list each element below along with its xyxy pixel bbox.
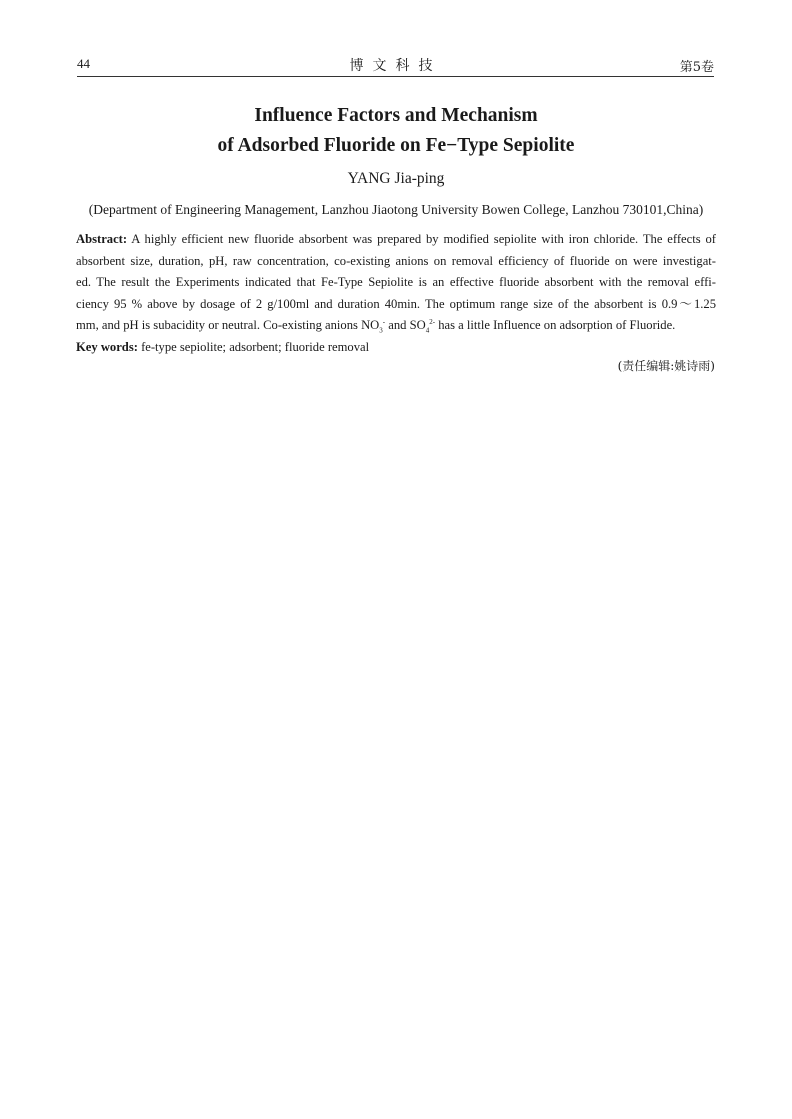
author-affiliation: (Department of Engineering Management, Lanzhou Jiaotong University Bowen College, Lanzhou 730101,China) (88, 202, 704, 217)
paper-title-line-2: of Adsorbed Fluoride on Fe−Type Sepiolite (217, 135, 575, 156)
nitrate-subscript: 3 (379, 326, 383, 335)
nitrate-charge: - (382, 318, 386, 327)
keywords-label: Key words: (76, 339, 138, 354)
abstract-block (76, 229, 716, 359)
abstract-line-3: ed. The result the Experiments indicated that Fe-Type Sepiolite is an effective fluoride absorbent with the removal effi- (76, 275, 716, 290)
journal-name: 博文科技 (349, 58, 442, 74)
abstract-text-5c: has a little Influence on adsorption of Fluoride. (435, 318, 676, 333)
page-number: 44 (77, 56, 90, 71)
abstract-text-5a: mm, and pH is subacidity or neutral. Co-existing anions NO (76, 318, 380, 333)
editor-note: (责任编辑:姚诗雨) (617, 359, 715, 373)
author-name: YANG Jia-ping (347, 170, 445, 187)
sulfate-subscript: 4 (425, 326, 430, 335)
abstract-line-4: ciency 95 % above by dosage of 2 g/100ml and duration 40min. The optimum range size of the absorbent is 0.9～1.25 (76, 296, 716, 311)
abstract-text-1: A highly efficient new fluoride absorbent was prepared by modified sepiolite with iron chloride. The effects of (127, 232, 716, 246)
abstract-line-2: absorbent size, duration, pH, raw concentration, co-existing anions on removal efficiency of fluoride on were investigat- (76, 253, 716, 268)
sulfate-charge: 2- (429, 318, 436, 327)
abstract-text-5b: and SO (385, 318, 426, 333)
abstract-line-1 (76, 229, 716, 251)
running-header (77, 54, 714, 77)
abstract-line-5 (76, 315, 716, 337)
keywords-text: fe-type sepiolite; adsorbent; fluoride removal (137, 339, 370, 354)
keywords-line (76, 337, 716, 359)
volume-label: 第5卷 (679, 60, 714, 75)
abstract-label: Abstract: (76, 232, 128, 246)
paper-title-line-1: Influence Factors and Mechanism (254, 105, 538, 126)
